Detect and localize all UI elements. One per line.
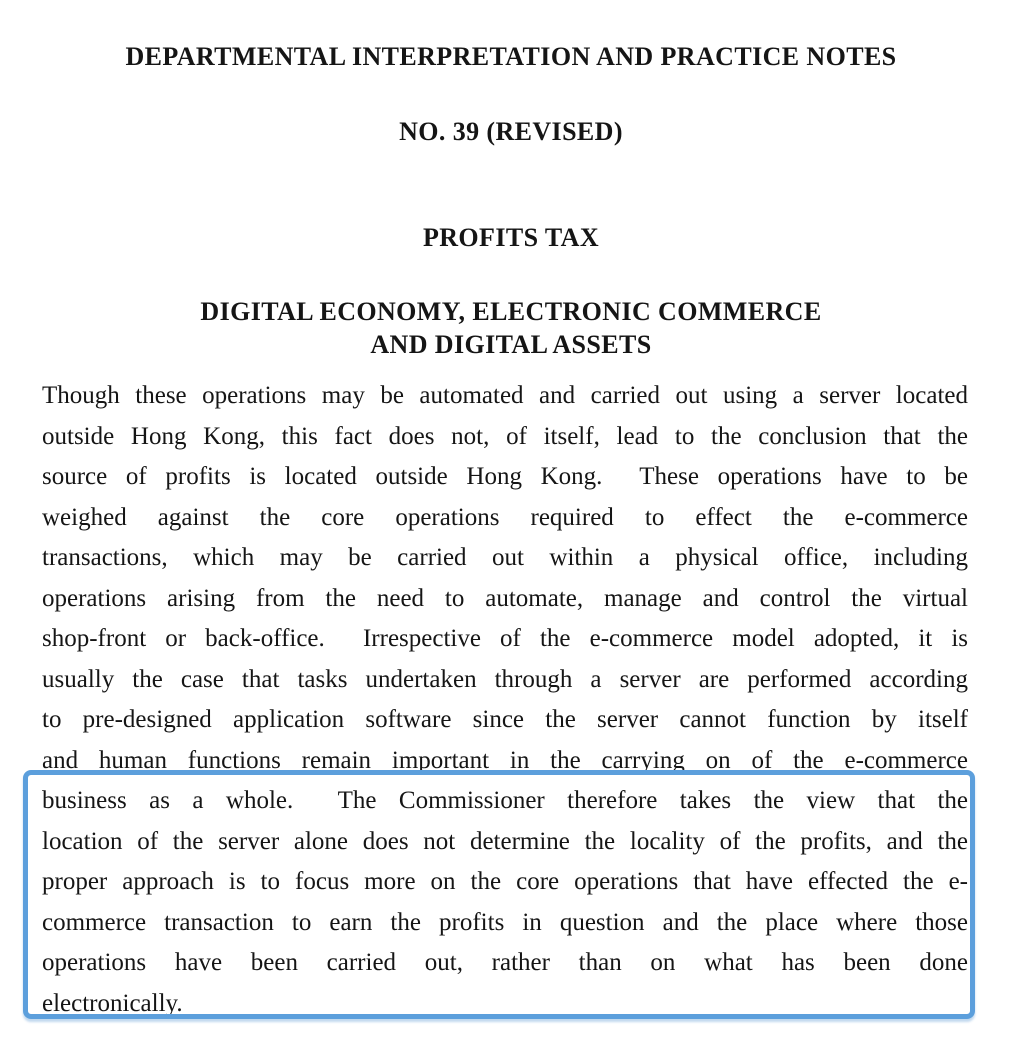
paragraph-line: business as a whole. The Commissioner therefore takes the view that the xyxy=(42,787,968,814)
subsection-heading-line-2: AND DIGITAL ASSETS xyxy=(370,330,652,359)
paragraph-line: source of profits is located outside Hong Kong. These operations have to be xyxy=(42,463,968,490)
subsection-heading xyxy=(0,295,1022,361)
paragraph-line: outside Hong Kong, this fact does not, of itself, lead to the conclusion that the xyxy=(42,422,968,450)
paragraph-line: Though these operations may be automated and carried out using a server located xyxy=(42,382,968,409)
subsection-heading-line-1: DIGITAL ECONOMY, ELECTRONIC COMMERCE xyxy=(200,297,822,326)
document-number: NO. 39 (REVISED) xyxy=(399,117,623,146)
document-title: DEPARTMENTAL INTERPRETATION AND PRACTICE NOTES xyxy=(125,42,897,71)
paragraph-line: operations arising from the need to automate, manage and control the virtual xyxy=(42,584,968,612)
paragraph-line: commerce transaction to earn the profits in question and the place where those xyxy=(42,908,968,936)
section-heading: PROFITS TAX xyxy=(422,223,600,252)
paragraph-line: shop-front or back-office. Irrespective of the e-commerce model adopted, it is xyxy=(42,625,968,652)
body-paragraph xyxy=(42,376,968,1024)
paragraph-line: and human functions remain important in the carrying on of the e-commerce xyxy=(42,746,968,774)
paragraph-line: to pre-designed application software since the server cannot function by itself xyxy=(42,706,968,733)
paragraph-line: electronically. xyxy=(42,989,183,1017)
paragraph-line: transactions, which may be carried out within a physical office, including xyxy=(42,544,968,571)
paragraph-line: location of the server alone does not determine the locality of the profits, and the xyxy=(42,827,968,855)
paragraph-line: weighed against the core operations required to effect the e-commerce xyxy=(42,503,968,531)
paragraph-line: operations have been carried out, rather than on what has been done xyxy=(42,949,968,976)
paragraph-line: usually the case that tasks undertaken through a server are performed according xyxy=(42,665,968,693)
paragraph-line: proper approach is to focus more on the core operations that have effected the e- xyxy=(42,868,968,895)
